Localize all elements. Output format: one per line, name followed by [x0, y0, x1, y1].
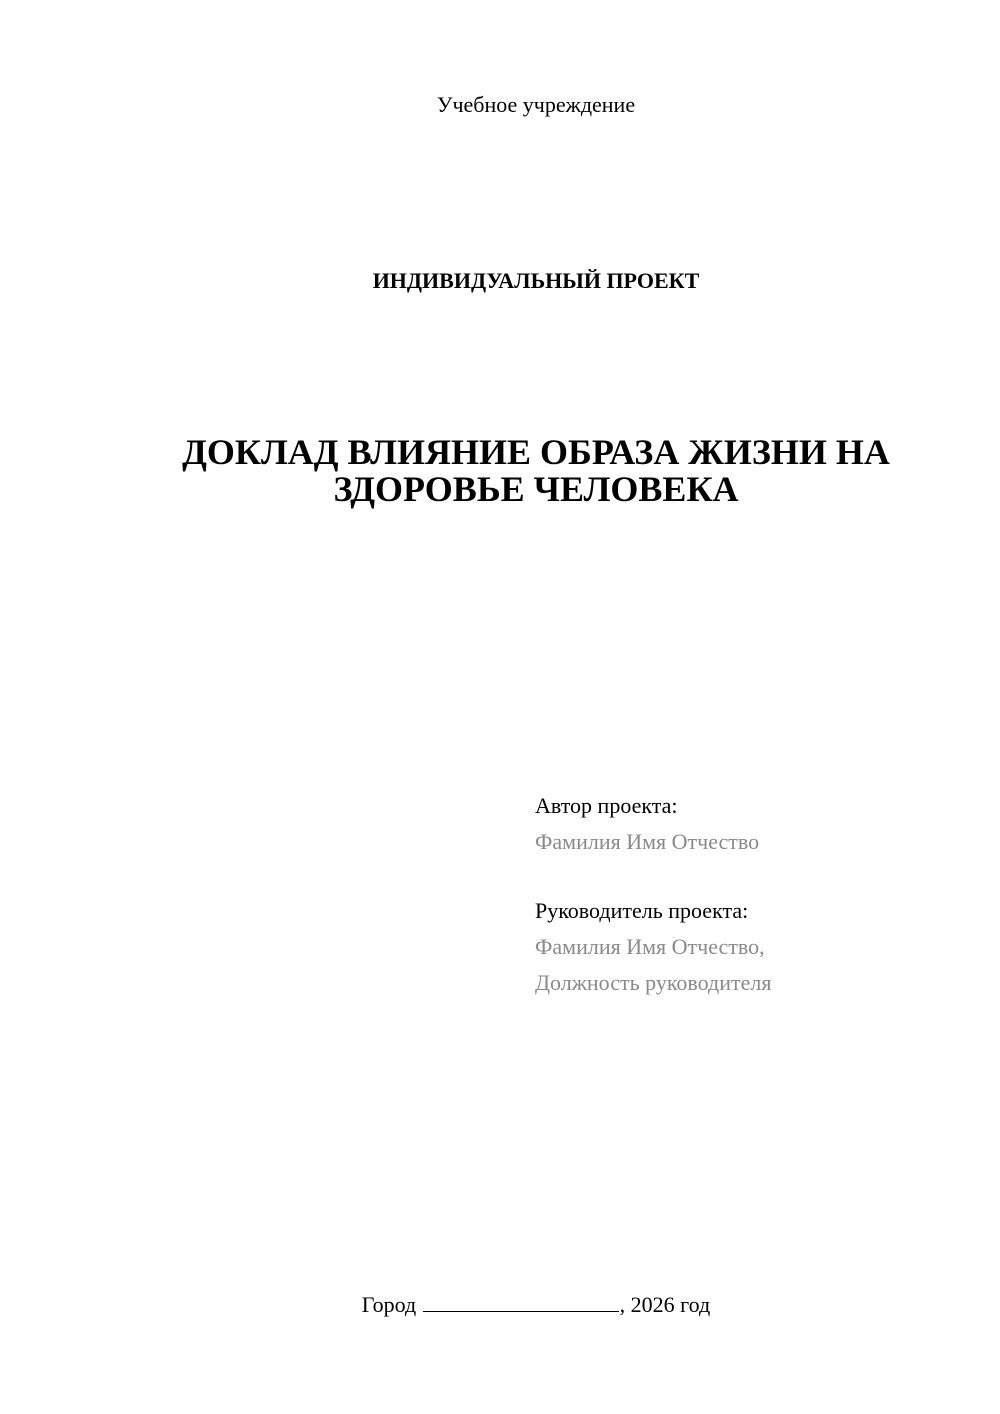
city-year-line [0, 1290, 1000, 1320]
city-label: Город [361, 1292, 417, 1317]
report-title-line-1: ДОКЛАД ВЛИЯНИЕ ОБРАЗА ЖИЗНИ НА [182, 432, 890, 472]
project-type-heading: ИНДИВИДУАЛЬНЫЙ ПРОЕКТ [372, 268, 700, 293]
supervisor-name: Фамилия Имя Отчество, [535, 934, 765, 959]
report-title [140, 434, 932, 508]
report-title-line-2: ЗДОРОВЬЕ ЧЕЛОВЕКА [333, 469, 739, 509]
year-text: , 2026 год [619, 1292, 711, 1317]
author-name: Фамилия Имя Отчество [535, 829, 760, 854]
supervisor-label: Руководитель проекта: [535, 898, 749, 923]
author-label: Автор проекта: [535, 793, 678, 818]
city-blank-underline [423, 1291, 619, 1312]
institution-name: Учебное учреждение [436, 92, 636, 117]
project-info-block [535, 788, 955, 1001]
supervisor-position: Должность руководителя [535, 970, 772, 995]
